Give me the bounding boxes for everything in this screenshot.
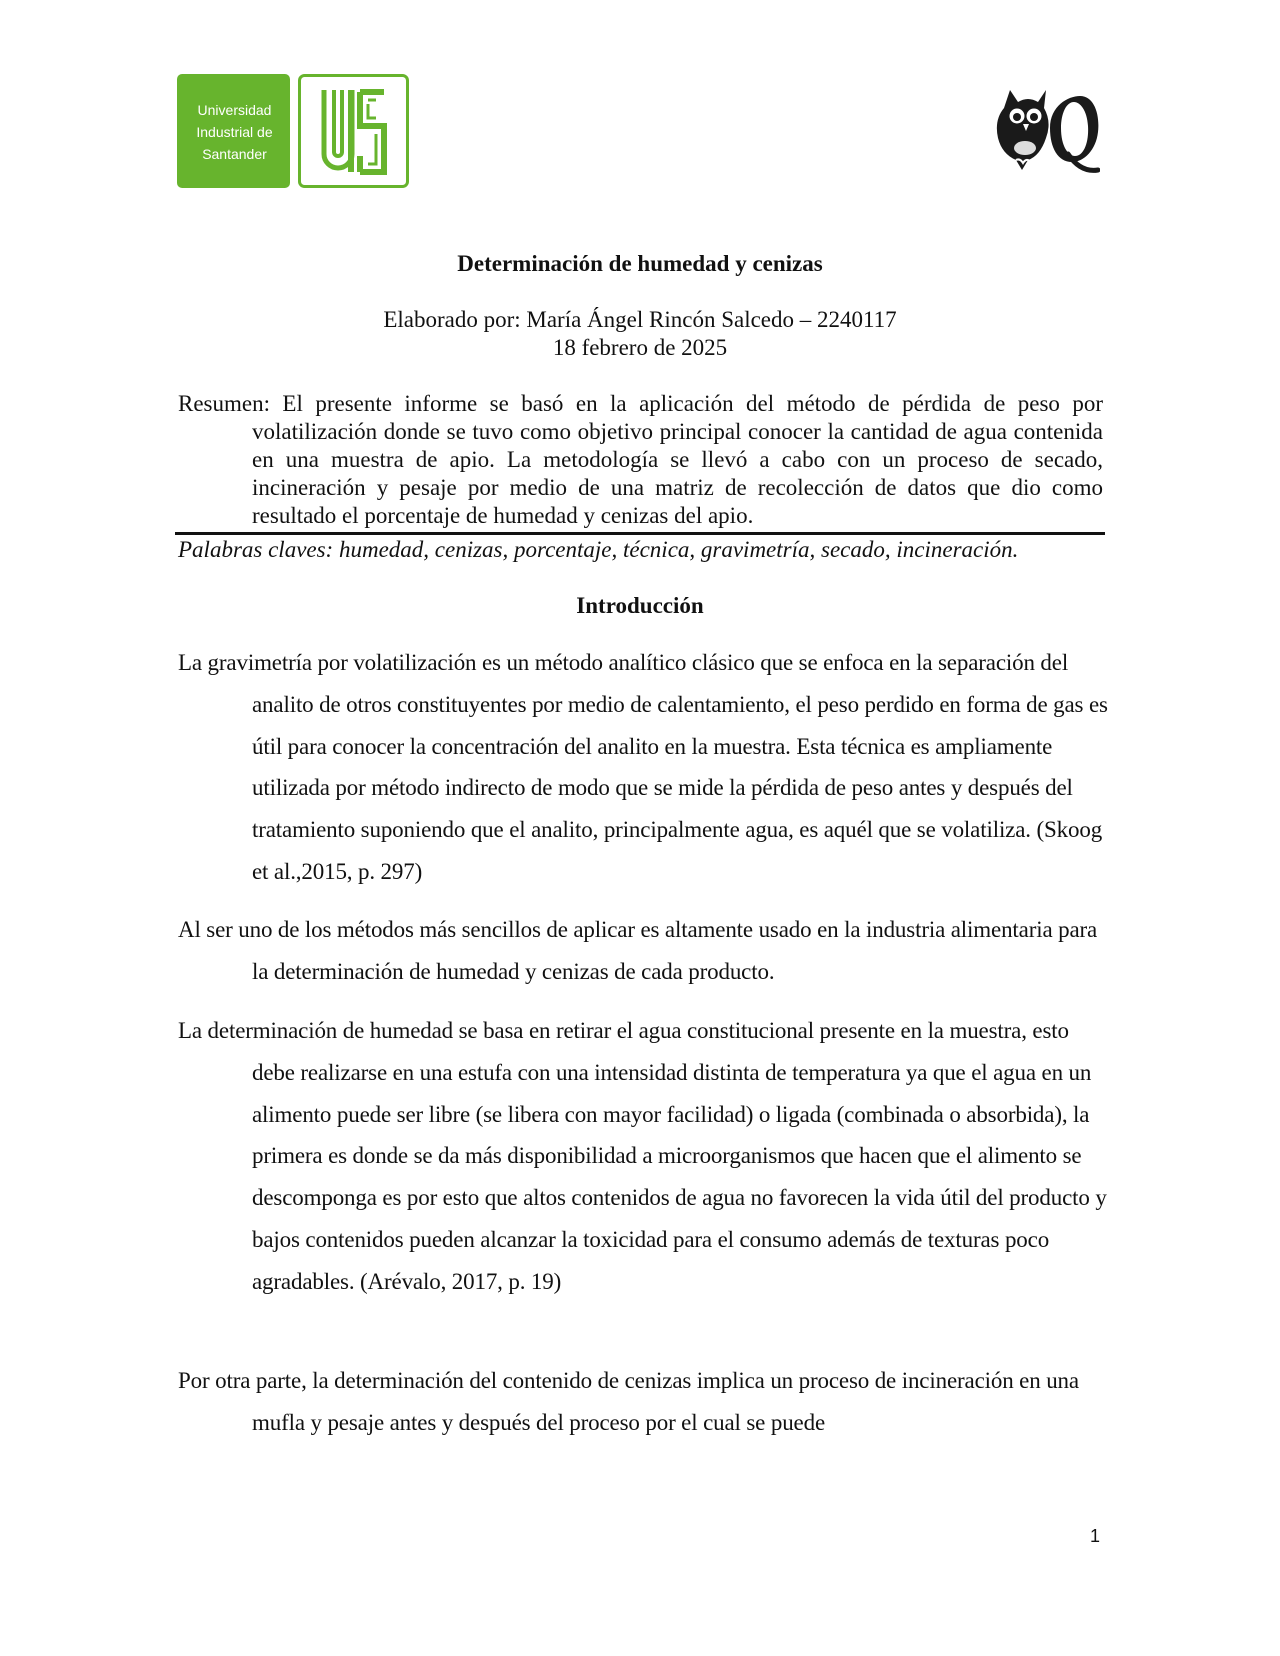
intro-paragraph-1: La gravimetría por volatilización es un método analítico clásico que se enfoca en la separación del analito de otros constituyentes por medio de calentamiento, el peso perdido en forma de gas es útil para conocer la concentración del analito en la muestra. Esta técnica es ampliamente utilizada por método indirecto de modo que se mide la pérdida de peso antes y después del tratamiento suponiendo que el analito, principalmente agua, es aquél que se volatiliza. (Skoog et al.,2015, p. 297) [178,650,1108,884]
university-logo-box [177,74,290,188]
section-heading-introduccion: Introducción [576,593,704,618]
abstract-divider [175,532,1105,535]
university-logo-text: Universidad Industrial de Santander [196,102,273,162]
page-number: 1 [1089,1526,1100,1546]
author-line: Elaborado por: María Ángel Rincón Salcedo – 2240117 [383,307,897,332]
abstract-text: Resumen: El presente informe se basó en la aplicación del método de pérdida de peso por volatilización donde se tuvo como objetivo principal conocer la cantidad de agua contenida en una muestra de apio. La metodología se llevó a cabo con un proceso de secado, incineración y pesaje por medio de una matriz de recolección de datos que dio como resultado el porcentaje de humedad y cenizas del apio. [178,391,1103,528]
keywords-line: Palabras claves: humedad, cenizas, porcentaje, técnica, gravimetría, secado, incineración. [178,537,1019,562]
document-date: 18 febrero de 2025 [552,335,728,360]
owl-q-logo-icon [990,80,1100,180]
uis-emblem-icon [298,74,409,188]
document-title: Determinación de humedad y cenizas [457,251,823,276]
intro-paragraph-3: La determinación de humedad se basa en retirar el agua constitucional presente en la muestra, esto debe realizarse en una estufa con una intensidad distinta de temperatura ya que el agua en un alimento puede ser libre (se libera con mayor facilidad) o ligada (combinada o absorbida), la primera es donde se da más disponibilidad a microorganismos que hacen que el alimento se descomponga es por esto que altos contenidos de agua no favorecen la vida útil del producto y bajos contenidos pueden alcanzar la toxicidad para el consumo además de texturas poco agradables. (Arévalo, 2017, p. 19) [178,1018,1107,1294]
intro-paragraph-4: Por otra parte, la determinación del contenido de cenizas implica un proceso de incineración en una mufla y pesaje antes y después del proceso por el cual se puede [178,1368,1079,1435]
intro-paragraph-2: Al ser uno de los métodos más sencillos de aplicar es altamente usado en la industria alimentaria para la determinación de humedad y cenizas de cada producto. [178,917,1098,984]
university-logo [177,74,409,188]
